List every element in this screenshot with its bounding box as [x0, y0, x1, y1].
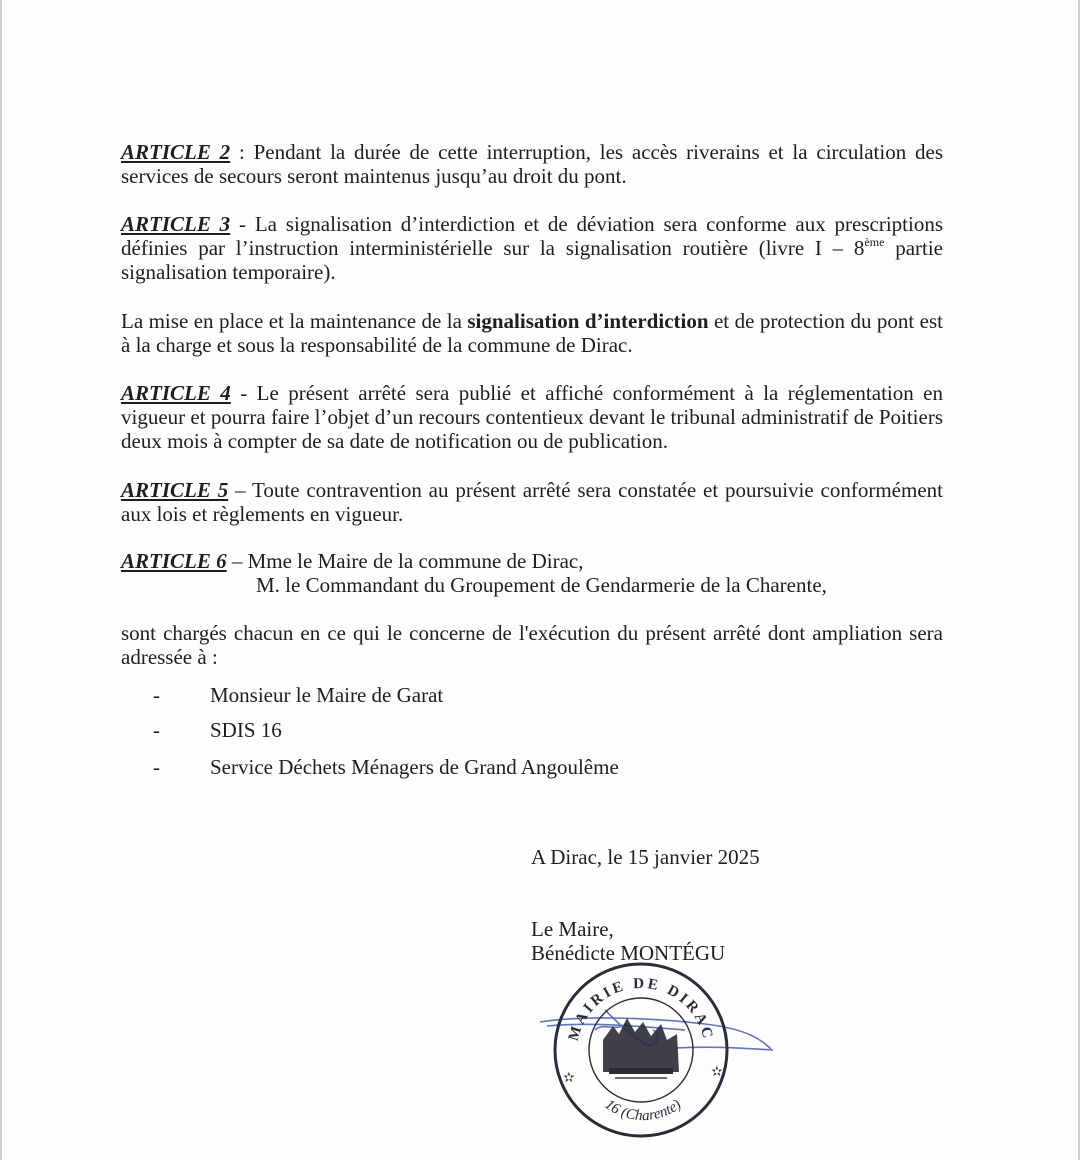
article-2-label: ARTICLE 2	[121, 140, 231, 164]
article-3-label: ARTICLE 3	[121, 212, 231, 236]
signature-name: Bénédicte MONTÉGU	[531, 941, 726, 965]
article-6-line-2: M. le Commandant du Groupement de Gendarmerie de la Charente,	[256, 573, 827, 597]
recipient-label: Monsieur le Maire de Garat	[210, 683, 444, 707]
article-2-text: : Pendant la durée de cette interruption, les accès riverains et la circulation des services de secours seront maintenus jusqu’au droit du pont.	[121, 140, 943, 188]
article-3-superscript: ème	[864, 235, 885, 249]
article-5-text: – Toute contravention au présent arrêté sera constatée et poursuivie conformément aux lois et règlements en vigueur.	[121, 478, 943, 526]
article-4-text: - Le présent arrêté sera publié et affiché conformément à la réglementation en vigueur et pourra faire l’objet d’un recours contentieux devant le tribunal administratif de Poitiers deux mois à compter de sa date de notification ou de publication.	[121, 381, 944, 453]
signalisation-bold: signalisation d’interdiction	[467, 309, 709, 333]
signalisation-text-before: La mise en place et la maintenance de la	[121, 309, 468, 333]
article-3-paragraph	[121, 212, 943, 284]
svg-text:✫: ✫	[711, 1064, 723, 1080]
mairie-stamp-icon	[535, 960, 775, 1140]
signature-role: Le Maire,	[531, 917, 614, 941]
svg-text:✫: ✫	[563, 1070, 575, 1086]
recipient-dash: -	[153, 683, 160, 707]
page-edge-left	[0, 0, 2, 1160]
article-6-paragraph	[121, 549, 943, 597]
article-2-paragraph	[121, 140, 943, 188]
recipient-dash: -	[153, 755, 160, 779]
svg-text:16 (Charente): 16 (Charente)	[601, 1096, 685, 1125]
signalisation-text-after: et de protection du pont est à la charge et sous la responsabilité de la commune de Dirac.	[121, 309, 944, 357]
article-6-line-1: – Mme le Maire de la commune de Dirac,	[226, 549, 584, 573]
article-3-text-before: - La signalisation d’interdiction et de déviation sera conforme aux prescriptions définies par l’instruction interministérielle sur la signalisation routière (livre I – 8	[121, 212, 943, 260]
signature-date: A Dirac, le 15 janvier 2025	[531, 845, 760, 869]
article-3-text-after: partie signalisation temporaire).	[121, 236, 943, 284]
recipient-label: Service Déchets Ménagers de Grand Angoulême	[210, 755, 619, 779]
article-4-paragraph	[121, 381, 943, 453]
svg-text:MAIRIE DE DIRAC: MAIRIE DE DIRAC	[565, 975, 717, 1043]
article-5-label: ARTICLE 5	[121, 478, 229, 502]
article-6-label: ARTICLE 6	[121, 549, 227, 573]
charges-paragraph: sont chargés chacun en ce qui le concerne de l'exécution du présent arrêté dont ampliation sera adressée à :	[121, 621, 943, 669]
article-5-paragraph	[121, 478, 943, 526]
recipient-label: SDIS 16	[210, 718, 282, 742]
article-4-label: ARTICLE 4	[121, 381, 231, 405]
signalisation-paragraph	[121, 309, 943, 357]
recipient-dash: -	[153, 718, 160, 742]
